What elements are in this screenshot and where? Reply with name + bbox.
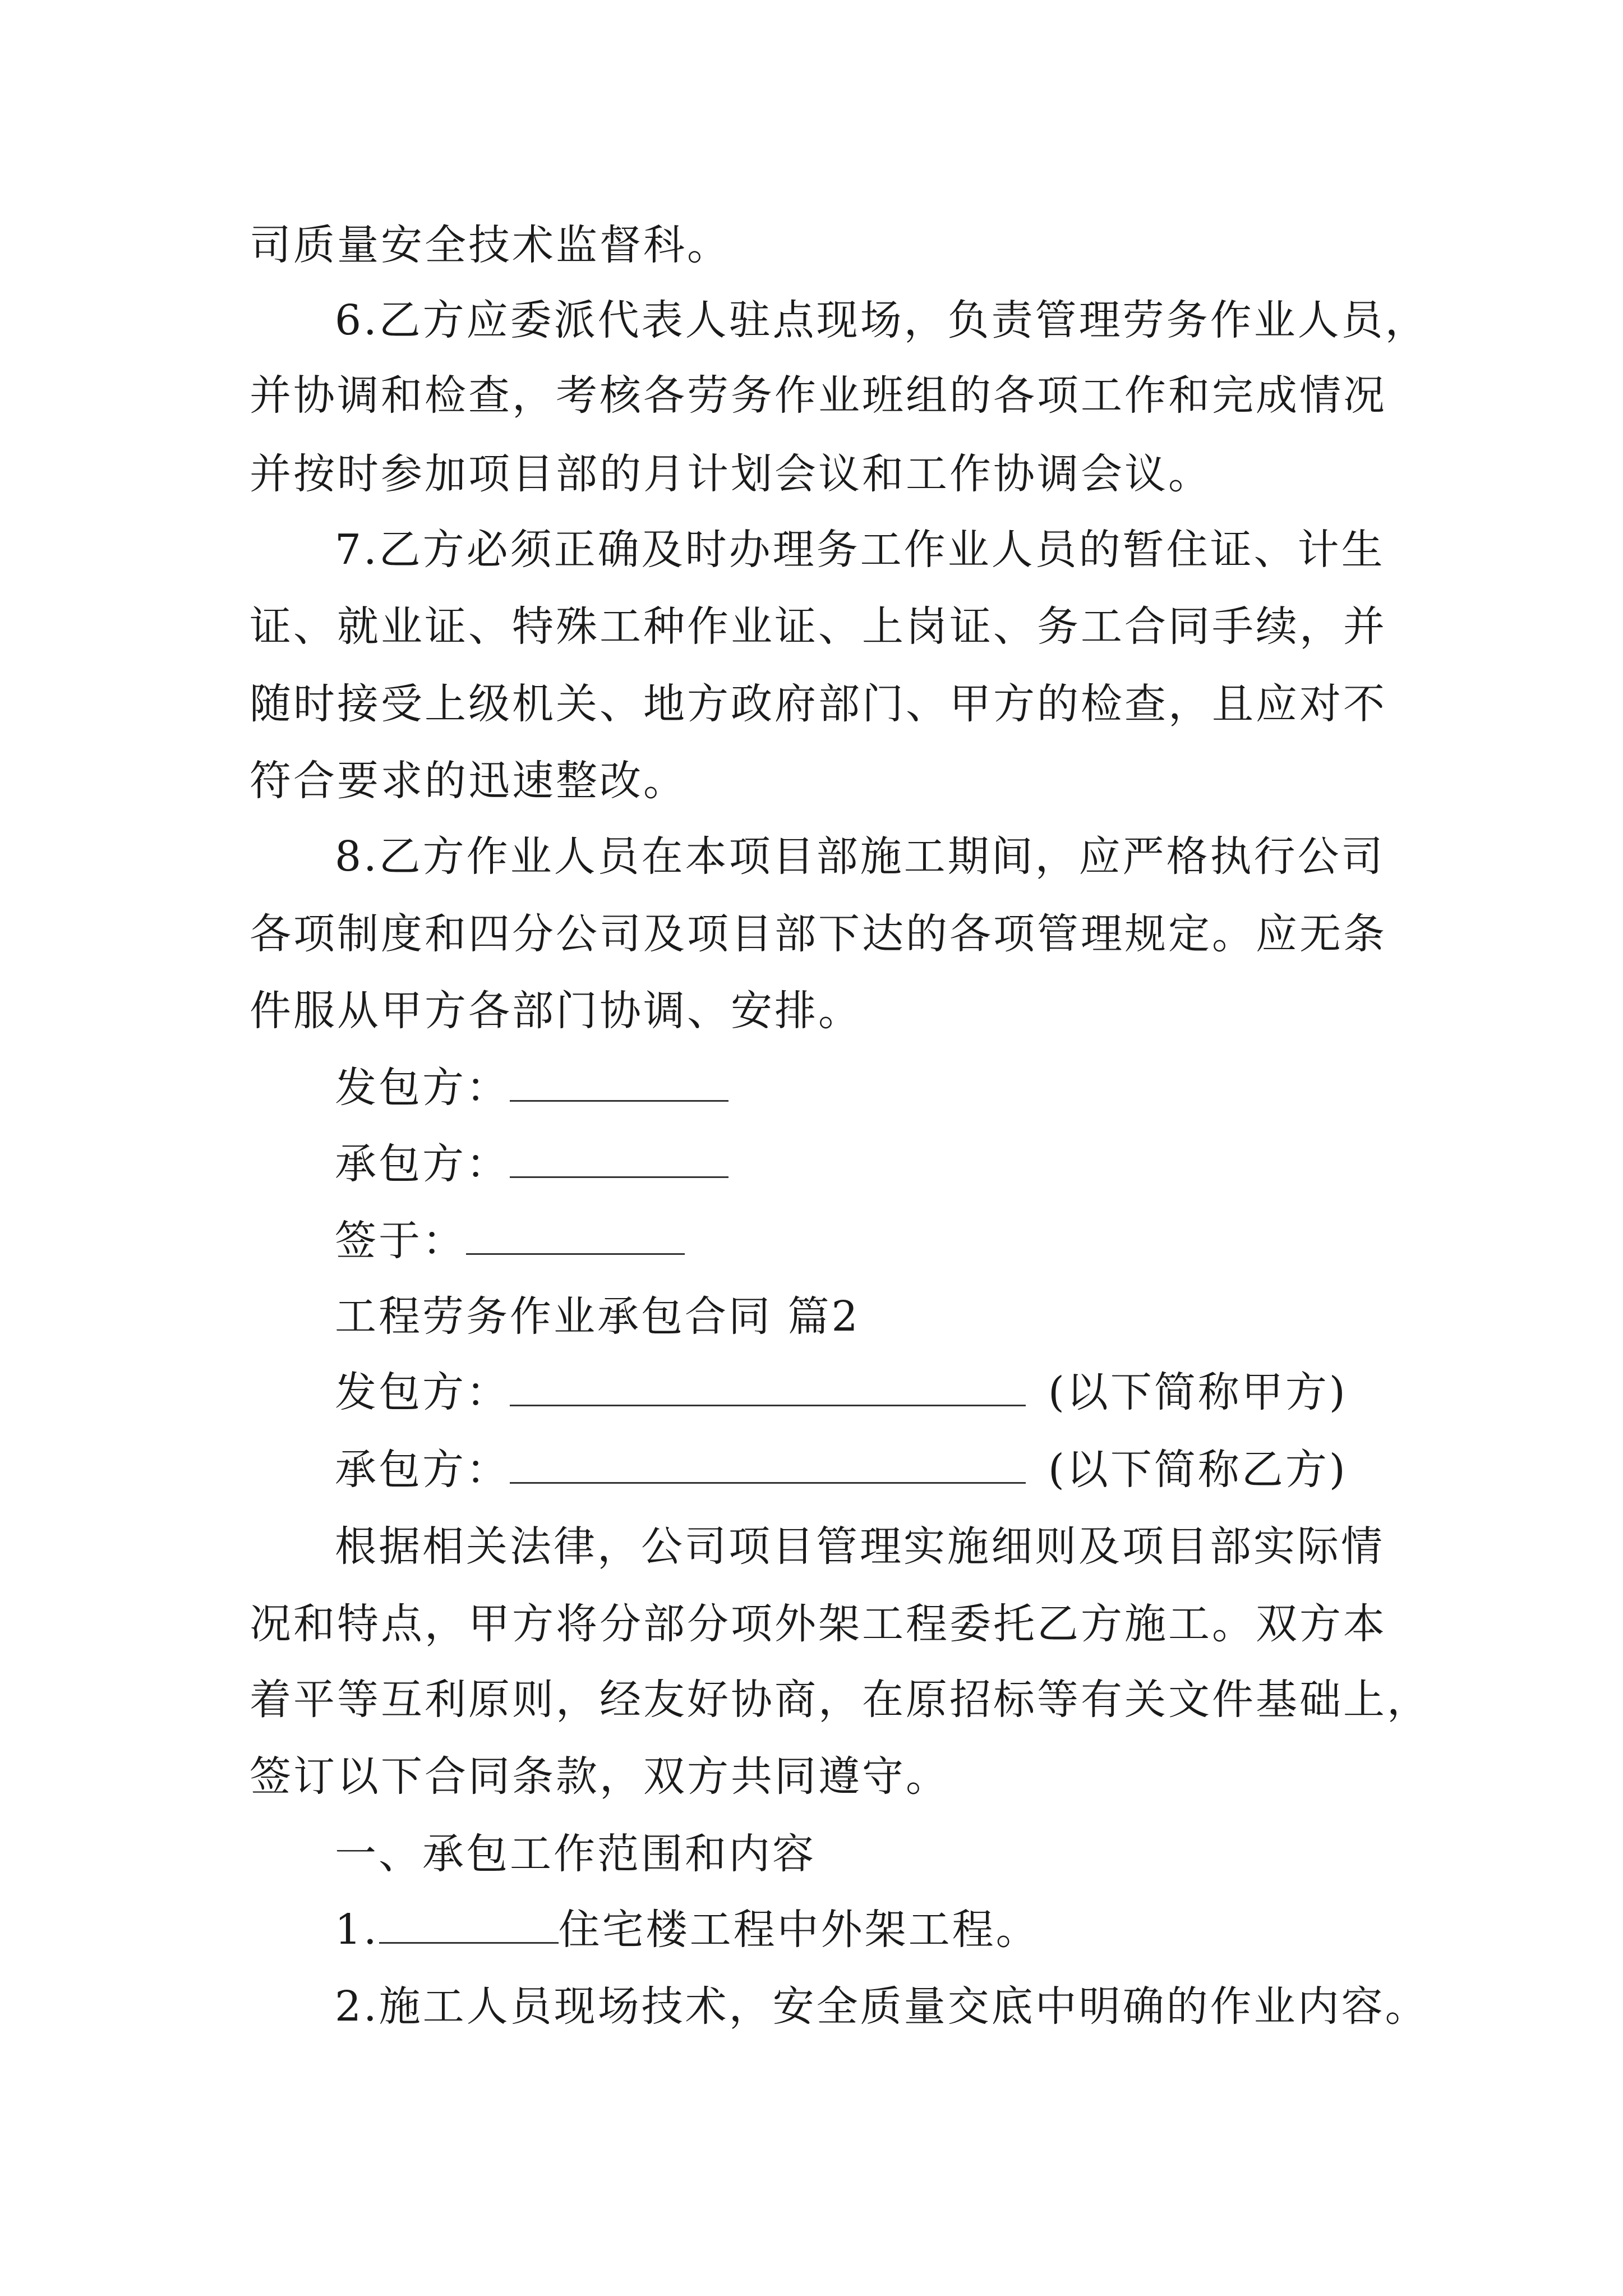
contract2-party-a-blank (510, 1370, 1026, 1406)
sign-party-a-label: 发包方： (335, 1064, 510, 1112)
sign-date-blank (466, 1218, 685, 1255)
item-2: 2.施工人员现场技术，安全质量交底中明确的作业内容。 (335, 1982, 1429, 2031)
paragraph-line: 司质量安全技术监督科。 (250, 221, 731, 269)
sign-date-label: 签于： (335, 1217, 466, 1265)
item-1-blank (379, 1907, 559, 1944)
paragraph-line: 各项制度和四分公司及项目部下达的各项管理规定。应无条 (250, 910, 1387, 958)
paragraph-line: 7.乙方必须正确及时办理务工作业人员的暂住证、计生 (335, 526, 1385, 574)
paragraph-line: 8.乙方作业人员在本项目部施工期间，应严格执行公司 (335, 832, 1385, 881)
intro-line: 着平等互利原则，经友好协商，在原招标等有关文件基础上， (250, 1676, 1431, 1724)
paragraph-line: 并协调和检查，考核各劳务作业班组的各项工作和完成情况 (250, 371, 1387, 420)
contract2-party-a-note: (以下简称甲方) (1048, 1368, 1348, 1416)
contract-title: 工程劳务作业承包合同 篇2 (335, 1292, 860, 1341)
intro-line: 签订以下合同条款，双方共同遵守。 (250, 1752, 949, 1801)
section-heading: 一、承包工作范围和内容 (335, 1830, 816, 1878)
contract2-party-b-label: 承包方： (335, 1446, 510, 1494)
item-1-text: 住宅楼工程中外架工程。 (558, 1906, 1040, 1954)
sign-date (335, 1216, 685, 1266)
paragraph-line: 并按时参加项目部的月计划会议和工作协调会议。 (250, 450, 1212, 498)
paragraph-line: 符合要求的迅速整改。 (250, 757, 687, 805)
sign-party-b-blank (510, 1142, 728, 1178)
paragraph-line: 随时接受上级机关、地方政府部门、甲方的检查，且应对不 (250, 680, 1387, 728)
contract2-party-a (335, 1367, 1348, 1418)
contract2-party-a-label: 发包方： (335, 1368, 510, 1416)
sign-party-b-label: 承包方： (335, 1140, 510, 1188)
paragraph-line: 证、就业证、特殊工种作业证、上岗证、务工合同手续，并 (250, 602, 1387, 651)
paragraph-line: 件服从甲方各部门协调、安排。 (250, 987, 862, 1035)
intro-line: 况和特点，甲方将分部分项外架工程委托乙方施工。双方本 (250, 1600, 1387, 1648)
item-1-prefix: 1. (335, 1906, 379, 1954)
contract2-party-b-blank (510, 1447, 1026, 1484)
contract2-party-b-note: (以下简称乙方) (1048, 1446, 1348, 1494)
paragraph-line: 6.乙方应委派代表人驻点现场，负责管理劳务作业人员， (335, 296, 1429, 344)
contract2-party-b (335, 1444, 1348, 1495)
sign-party-a-blank (510, 1065, 728, 1102)
sign-party-b (335, 1139, 728, 1189)
item-1 (335, 1904, 1040, 1955)
intro-line: 根据相关法律，公司项目管理实施细则及项目部实际情 (335, 1522, 1385, 1571)
sign-party-a (335, 1062, 728, 1113)
